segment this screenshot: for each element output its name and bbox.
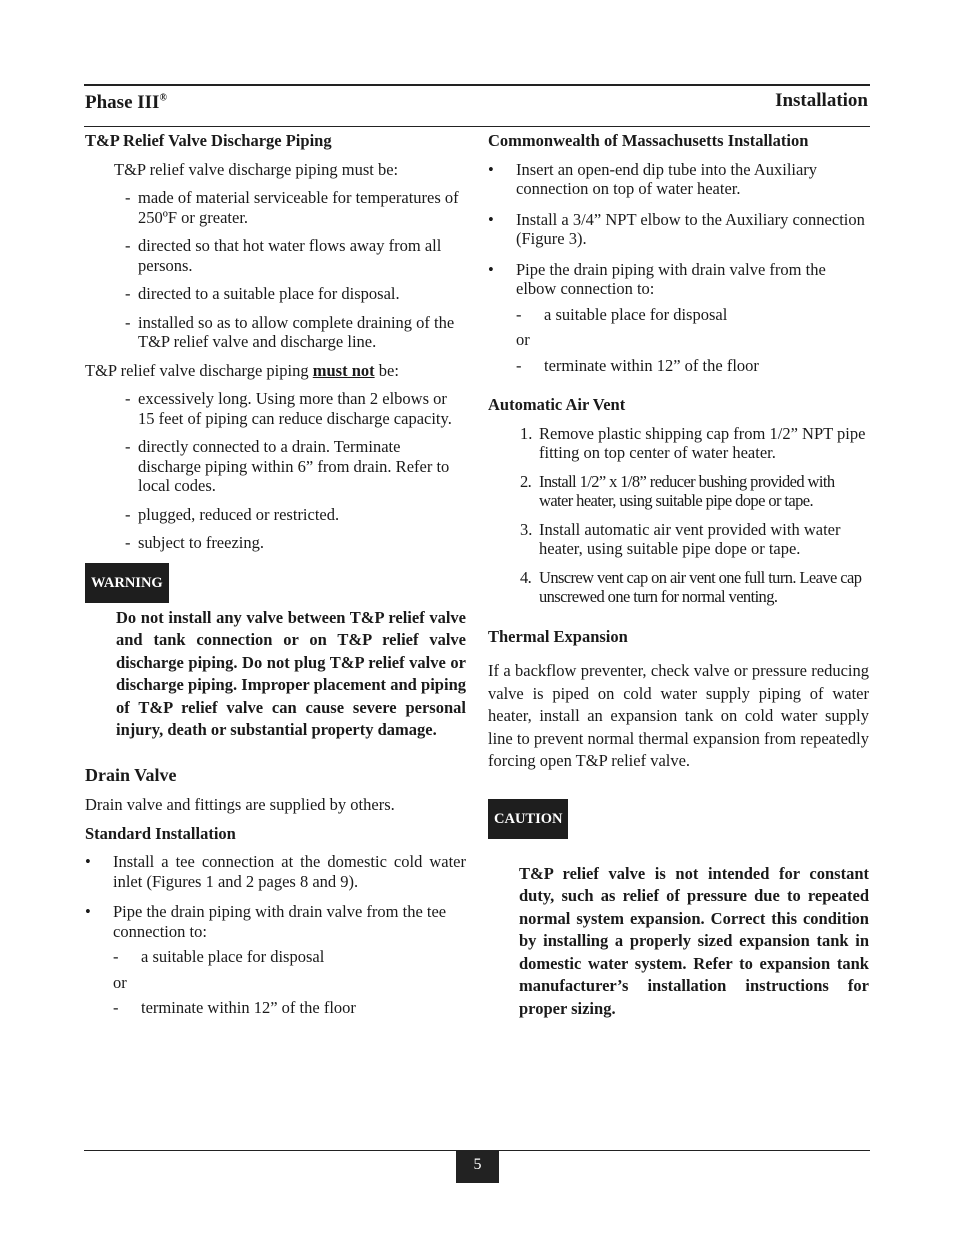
list-item: - a suitable place for disposal — [113, 947, 325, 966]
list-item: - directly connected to a drain. Terminate discharge piping within 6” from drain. Refer to local codes. — [125, 437, 450, 495]
drain-title: Drain Valve — [85, 764, 177, 785]
caution-badge-row — [488, 799, 869, 839]
or-text: or — [516, 330, 530, 349]
caution-badge: CAUTION — [488, 799, 568, 839]
list-item: • Pipe the drain piping with drain valve from the tee connection to: — [85, 902, 447, 941]
top-rule — [84, 84, 870, 86]
tp-section-title: T&P Relief Valve Discharge Piping — [85, 131, 332, 150]
list-item: - directed so that hot water flows away from all persons. — [125, 236, 442, 275]
list-item: - installed so as to allow complete draining of the T&P relief valve and discharge line. — [125, 312, 455, 351]
tp-intro: T&P relief valve discharge piping must be: — [114, 159, 399, 179]
list-item: 4. Unscrew vent cap on air vent one full turn. Leave cap unscrewed one turn for normal venting. — [520, 567, 862, 606]
list-item: • Install a tee connection at the domestic cold water inlet (Figures 1 and 2 pages 8 and 9). — [85, 852, 466, 891]
right-column — [488, 131, 869, 1020]
list-item: - a suitable place for disposal — [516, 304, 728, 324]
or-text: or — [113, 972, 127, 992]
header-section: Installation — [775, 90, 868, 111]
thermal-title: Thermal Expansion — [488, 626, 628, 646]
list-item: - plugged, reduced or restricted. — [125, 504, 340, 524]
list-item: • Install a 3/4” NPT elbow to the Auxiliary connection (Figure 3). — [488, 209, 865, 248]
list-item: - directed to a suitable place for disposal. — [125, 284, 400, 303]
list-item: - made of material serviceable for temperatures of 250ºF or greater. — [125, 188, 459, 227]
air-vent-title: Automatic Air Vent — [488, 395, 626, 414]
list-item: - terminate within 12” of the floor — [516, 355, 759, 375]
standard-install-title: Standard Installation — [85, 823, 236, 843]
warning-text: Do not install any valve between T&P relief valve and tank connection or on T&P relief valve discharge piping. Do not plug T&P relief valve or discharge piping. Improper placement and piping of T&P relief valve can cause severe personal injury, death or substantial property damage. — [116, 607, 466, 739]
warning-badge: WARNING — [85, 563, 169, 603]
list-item: • Insert an open-end dip tube into the Auxiliary connection on top of water heater. — [488, 159, 818, 198]
list-item: 3. Install automatic air vent provided with water heater, using suitable pipe dope or tape. — [520, 519, 841, 558]
list-item: - subject to freezing. — [125, 533, 264, 552]
page-number: 5 — [456, 1151, 499, 1183]
tp-not-intro: T&P relief valve discharge piping must not be: — [85, 360, 399, 380]
list-item: 1. Remove plastic shipping cap from 1/2” NPT pipe fitting on top center of water heater. — [520, 423, 866, 462]
list-item: 2. Install 1/2” x 1/8” reducer bushing provided with water heater, using suitable pipe dope or tape. — [520, 471, 835, 510]
caution-text: T&P relief valve is not intended for constant duty, such as relief of pressure due to repeated normal system expansion. Correct this condition by installing a properly sized expansion tank in domestic water system. Refer to expansion tank manufacturer’s installation instructions for proper sizing. — [519, 863, 869, 1018]
list-item: • Pipe the drain piping with drain valve from the elbow connection to: — [488, 259, 826, 298]
list-item: - excessively long. Using more than 2 elbows or 15 feet of piping can reduce discharge capacity. — [125, 389, 452, 428]
header-rule — [84, 126, 870, 127]
left-column — [85, 131, 466, 1024]
drain-text: Drain valve and fittings are supplied by others. — [85, 795, 395, 814]
header-product: Phase III® — [85, 92, 167, 113]
thermal-text: If a backflow preventer, check valve or pressure reducing valve is piped on cold water supply piping of water heater, install an expansion tank on cold water supply line to prevent normal thermal expansion from repeatedly forcing open T&P relief valve. — [488, 661, 869, 770]
mass-section-title: Commonwealth of Massachusetts Installation — [488, 131, 809, 150]
list-item: - terminate within 12” of the floor — [113, 998, 356, 1017]
registered-mark: ® — [159, 92, 167, 104]
warning-badge-row — [85, 563, 466, 603]
